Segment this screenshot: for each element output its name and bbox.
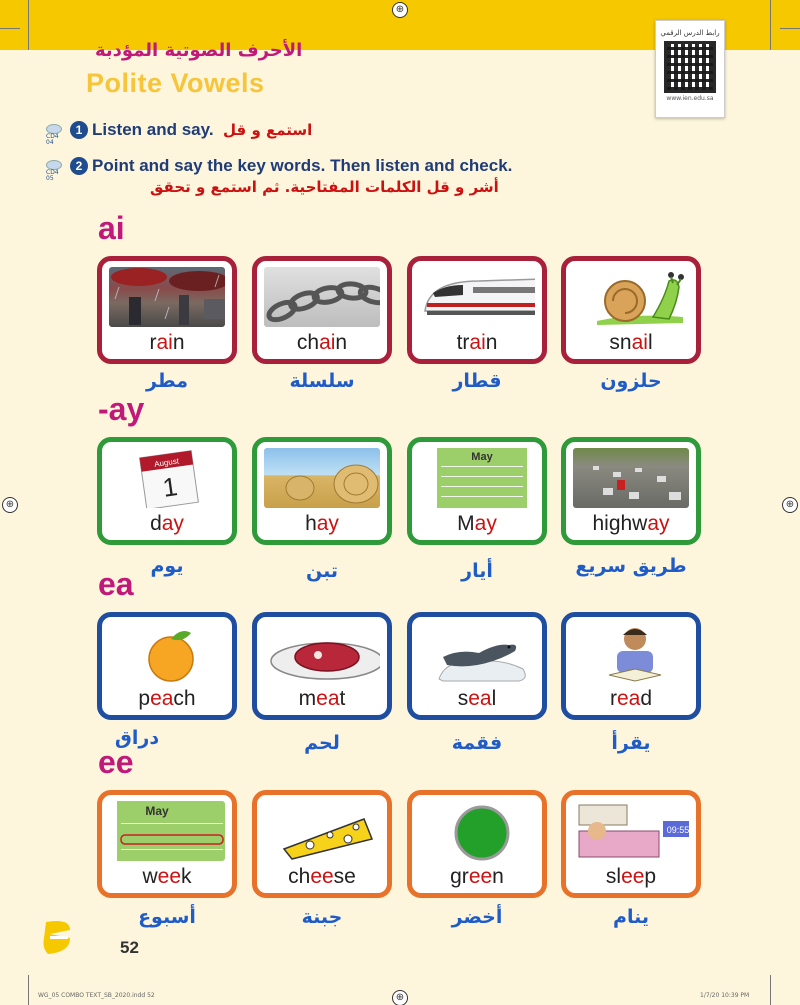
audio-cd-icon[interactable]: CD4 05 — [46, 160, 64, 174]
arabic-translation: مطر — [145, 370, 189, 392]
word-card-green[interactable] — [407, 790, 547, 898]
word-card-highway[interactable] — [561, 437, 701, 545]
crop-mark — [0, 28, 20, 29]
instruction-2 — [70, 156, 512, 176]
section-label-ay: -ay — [98, 391, 145, 427]
page-title: Polite Vowels — [86, 68, 265, 98]
arabic-translation: جبنة — [301, 906, 343, 928]
crop-mark — [28, 0, 29, 50]
day-picture — [109, 448, 225, 508]
arabic-translation: سلسلة — [289, 370, 355, 392]
word-card-read[interactable] — [561, 612, 701, 720]
registration-mark-icon: ⊕ — [392, 990, 408, 1005]
word-label: day — [150, 512, 184, 535]
arabic-translation: تبن — [306, 560, 338, 582]
word-card-train[interactable] — [407, 256, 547, 364]
word-card-seal[interactable] — [407, 612, 547, 720]
arabic-translation: يقرأ — [611, 732, 651, 754]
crop-mark — [770, 975, 771, 1005]
arabic-translation: قطار — [452, 370, 502, 392]
section-label-ai: ai — [98, 210, 125, 246]
arabic-translation: فقمة — [451, 732, 503, 754]
crop-mark — [770, 0, 771, 50]
word-card-hay[interactable] — [252, 437, 392, 545]
registration-mark-icon: ⊕ — [392, 2, 408, 18]
arabic-translation: يوم — [150, 555, 184, 577]
registration-mark-icon: ⊕ — [2, 497, 18, 513]
instruction-text: Listen and say. — [92, 120, 214, 139]
word-card-sleep[interactable] — [561, 790, 701, 898]
rain-picture — [109, 267, 225, 327]
arabic-translation: حلزون — [600, 370, 662, 392]
seal-picture — [419, 623, 535, 683]
word-card-cheese[interactable] — [252, 790, 392, 898]
peach-picture — [109, 623, 225, 683]
crop-mark — [780, 28, 800, 29]
read-picture — [573, 623, 689, 683]
qr-code-icon — [664, 41, 716, 93]
crop-mark — [28, 975, 29, 1005]
meat-picture — [264, 623, 380, 683]
registration-mark-icon: ⊕ — [782, 497, 798, 513]
word-label: highway — [592, 512, 670, 535]
instruction-1 — [70, 120, 312, 140]
cheese-picture — [264, 801, 380, 861]
word-label: hay — [305, 512, 339, 535]
word-label: read — [609, 687, 653, 710]
sleep-picture — [573, 801, 689, 861]
word-label: chain — [296, 331, 348, 354]
arabic-translation: أخضر — [451, 906, 503, 928]
svg-text:May: May — [145, 804, 169, 818]
word-label: snail — [609, 331, 653, 354]
green-circle-picture — [419, 801, 535, 861]
svg-text:May: May — [471, 451, 493, 463]
page-title-arabic: الأحرف الصوتية المؤدبة — [95, 40, 303, 61]
svg-text:August: August — [153, 456, 180, 469]
audio-cd-icon[interactable]: CD4 04 — [46, 124, 64, 138]
instruction-2-arabic: أشر و قل الكلمات المفتاحية. ثم استمع و تحقق — [150, 178, 499, 196]
arabic-translation: أسبوع — [138, 906, 196, 928]
hay-picture — [264, 448, 380, 508]
chain-picture — [264, 267, 380, 327]
publisher-logo-icon — [40, 918, 74, 958]
arabic-translation: ينام — [613, 906, 649, 928]
word-card-chain[interactable] — [252, 256, 392, 364]
instruction-text: Point and say the key words. Then listen and check. — [92, 156, 513, 175]
word-label: rain — [149, 331, 185, 354]
svg-text:1: 1 — [160, 471, 180, 503]
word-card-may[interactable] — [407, 437, 547, 545]
word-label: sleep — [605, 865, 657, 888]
word-card-meat[interactable] — [252, 612, 392, 720]
qr-url: www.ien.edu.sa — [666, 95, 714, 102]
highway-picture — [573, 448, 689, 508]
section-label-ea: ea — [98, 566, 134, 602]
word-label: seal — [457, 687, 497, 710]
arabic-translation: أيار — [461, 560, 493, 582]
word-label: meat — [298, 687, 346, 710]
instruction-text-arabic: استمع و قل — [223, 121, 313, 139]
word-card-snail[interactable] — [561, 256, 701, 364]
word-label: May — [457, 512, 497, 535]
word-label: cheese — [288, 865, 356, 888]
week-calendar-picture — [109, 801, 225, 861]
word-card-peach[interactable] — [97, 612, 237, 720]
section-label-ee: ee — [98, 744, 134, 780]
qr-label: رابط الدرس الرقمي — [660, 29, 720, 37]
svg-text:09:55: 09:55 — [666, 825, 689, 835]
step-number: 2 — [70, 157, 88, 175]
snail-picture — [573, 267, 689, 327]
train-picture — [419, 267, 535, 327]
word-label: train — [456, 331, 498, 354]
word-card-rain[interactable] — [97, 256, 237, 364]
arabic-translation: لحم — [304, 732, 340, 754]
page-number: 52 — [120, 938, 139, 957]
word-label: peach — [138, 687, 196, 710]
may-calendar-picture — [419, 448, 535, 508]
print-timestamp: 1/7/20 10:39 PM — [700, 992, 750, 999]
print-slug: WG_05 COMBO TEXT_SB_2020.indd 52 — [38, 992, 155, 999]
word-card-week[interactable] — [97, 790, 237, 898]
qr-code-link[interactable] — [655, 20, 725, 118]
word-label: week — [142, 865, 192, 888]
arabic-translation: طريق سريع — [575, 555, 687, 577]
word-label: green — [450, 865, 504, 888]
step-number: 1 — [70, 121, 88, 139]
arabic-translation: دراق — [114, 727, 160, 749]
word-card-day[interactable] — [97, 437, 237, 545]
